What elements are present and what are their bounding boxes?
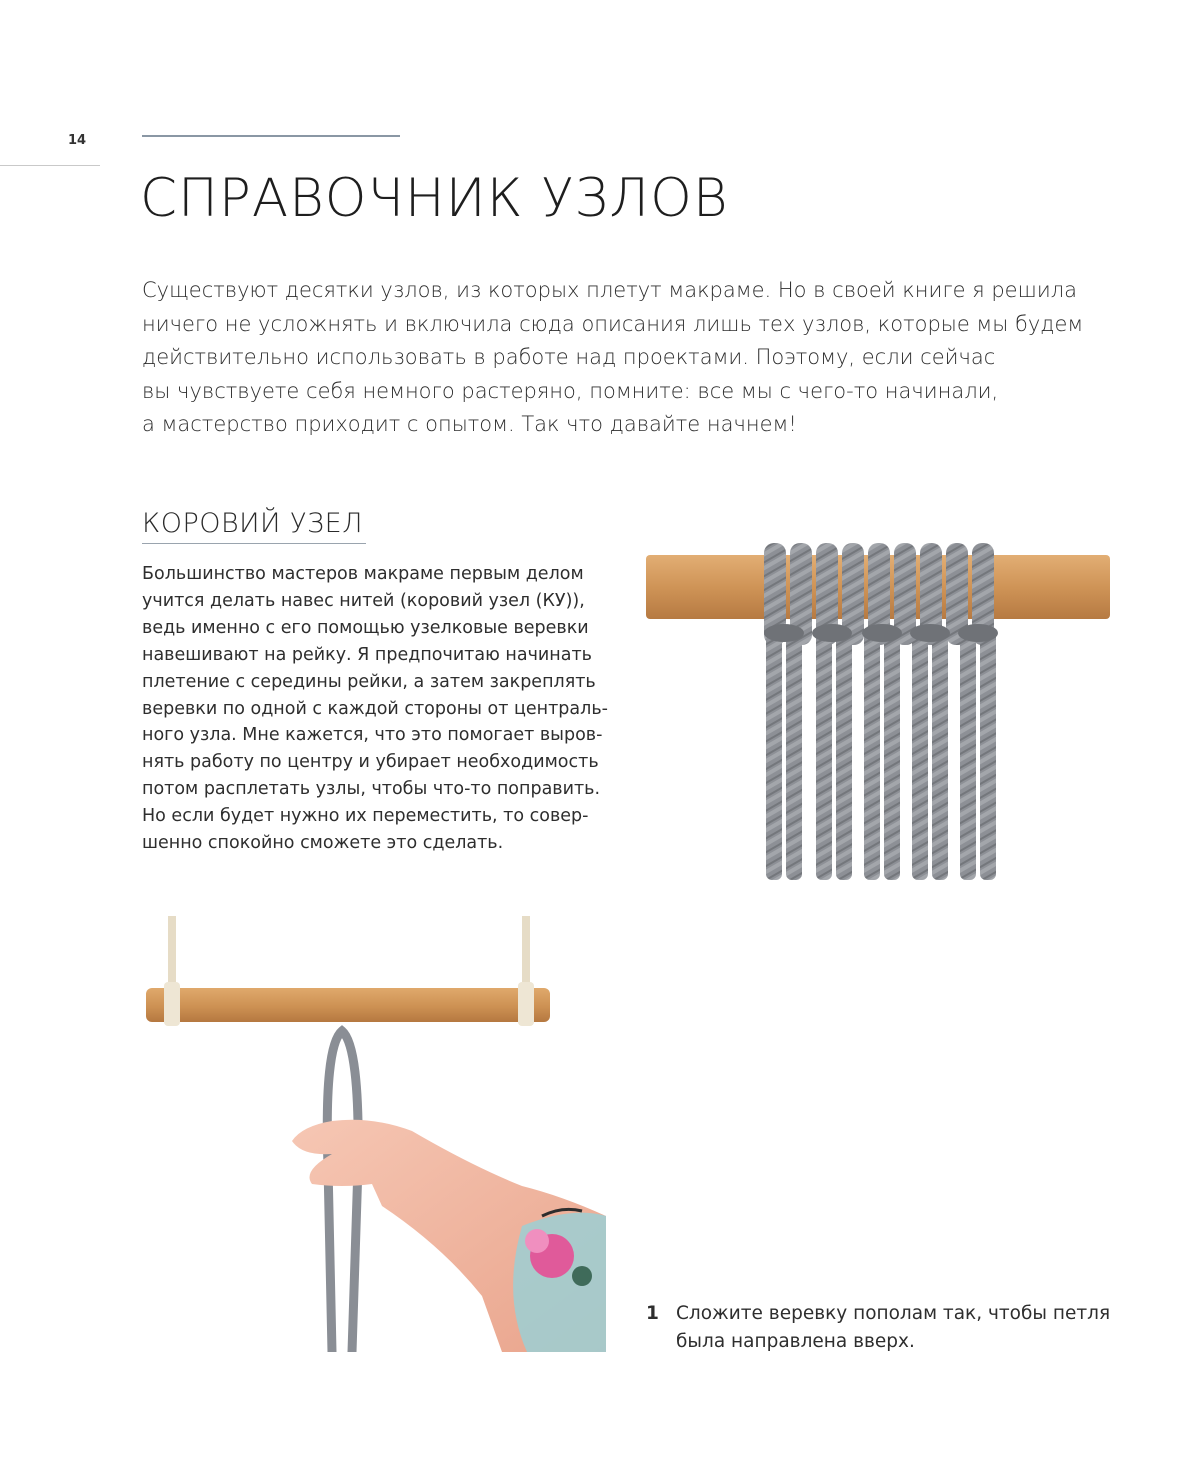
body-line: плетение с середины рейки, а затем закреплять bbox=[142, 671, 596, 692]
body-line: ведь именно с его помощью узелковые веревки bbox=[142, 617, 589, 638]
step-line: была направлена вверх. bbox=[676, 1331, 915, 1352]
hand-holding-cord-photo bbox=[142, 916, 606, 1352]
body-line: навешивают на рейку. Я предпочитаю начинать bbox=[142, 644, 592, 665]
body-line: шенно спокойно сможете это сделать. bbox=[142, 833, 504, 854]
intro-line: действительно использовать в работе над проектами. Поэтому, если сейчас bbox=[142, 345, 996, 369]
body-line: ного узла. Мне кажется, что это помогает выров- bbox=[142, 725, 603, 746]
intro-line: вы чувствуете себя немного растеряно, помните: все мы с чего-то начинали, bbox=[142, 378, 999, 403]
body-line: нять работу по центру и убирает необходимость bbox=[142, 752, 599, 773]
body-line: Большинство мастеров макраме первым делом bbox=[142, 564, 584, 584]
page-title: СПРАВОЧНИК УЗЛОВ bbox=[140, 168, 729, 229]
intro-line: Существуют десятки узлов, из которых плетут макраме. Но в своей книге я решила bbox=[142, 278, 1077, 302]
header-rule bbox=[142, 135, 400, 137]
section-title: КОРОВИЙ УЗЕЛ bbox=[142, 508, 366, 544]
body-line: потом расплетать узлы, чтобы что-то поправить. bbox=[142, 779, 601, 800]
intro-line: ничего не усложнять и включила сюда описания лишь тех узлов, которые мы будем bbox=[142, 311, 1084, 336]
cord-group bbox=[764, 543, 996, 880]
body-line: веревки по одной с каждой стороны от централь- bbox=[142, 698, 608, 719]
step-line: Сложите веревку пополам так, чтобы петля bbox=[676, 1303, 1111, 1324]
body-line: учится делать навес нитей (коровий узел (КУ)), bbox=[142, 590, 585, 611]
section-body bbox=[142, 561, 622, 857]
step-number: 1 bbox=[646, 1303, 659, 1324]
intro-line: а мастерство приходит с опытом. Так что давайте начнем! bbox=[142, 412, 797, 436]
page-number: 14 bbox=[68, 133, 87, 148]
margin-rule bbox=[0, 165, 100, 166]
step-text bbox=[676, 1300, 1116, 1356]
body-line: Но если будет нужно их переместить, то совер- bbox=[142, 806, 589, 827]
intro-paragraph bbox=[142, 274, 1102, 442]
knotted-cords-photo bbox=[646, 537, 1110, 880]
